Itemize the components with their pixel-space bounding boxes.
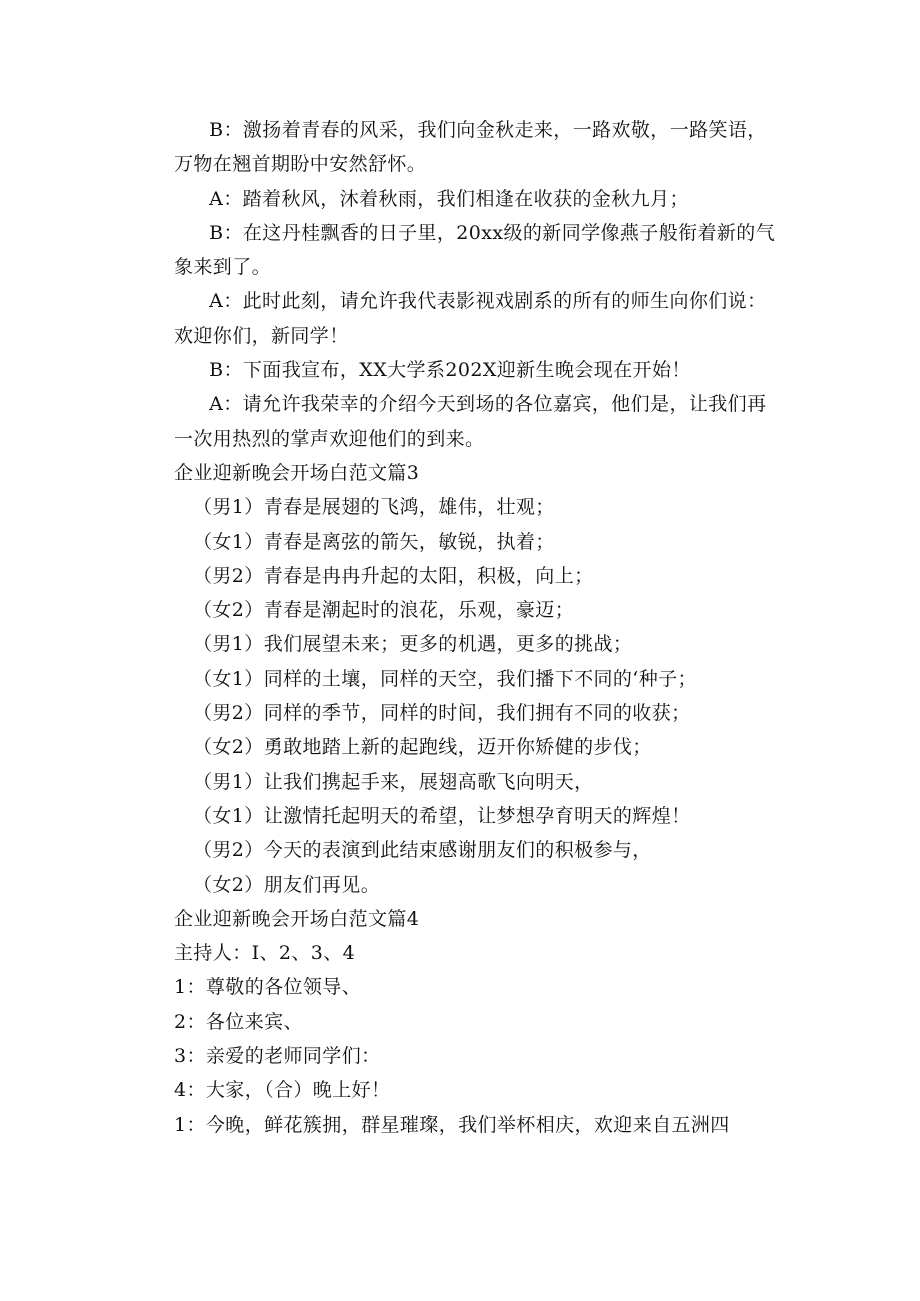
section3-line-2: （女1）青春是离弦的箭矢，敏锐，执着； xyxy=(193,530,555,553)
intro-paragraph-5: B：下面我宣布，XX大学系202X迎新生晚会现在开始！ xyxy=(209,359,691,382)
section3-line-11: （男2）今天的表演到此结束感谢朋友们的积极参与， xyxy=(193,839,652,862)
intro-paragraph-1: B：激扬着青春的风采，我们向金秋走来，一路欢敬，一路笑语，万物在翘首期盼中安然舒怀。 xyxy=(174,119,767,176)
section4-line-2: 1：尊敬的各位领导、 xyxy=(174,976,362,999)
section3-line-10: （女1）让激情托起明天的希望，让梦想孕育明天的辉煌！ xyxy=(193,804,691,827)
section3-line-5: （男1）我们展望未来；更多的机遇，更多的挑战； xyxy=(193,633,633,656)
section4-line-3: 2：各位来宾、 xyxy=(174,1010,303,1033)
intro-paragraph-6: A：请允许我荣幸的介绍今天到场的各位嘉宾，他们是，让我们再一次用热烈的掌声欢迎他们的到来。 xyxy=(174,393,767,450)
document-body xyxy=(174,113,782,1142)
section4-line-4: 3：亲爱的老师同学们： xyxy=(174,1045,381,1068)
section4-title: 企业迎新晚会开场白范文篇4 xyxy=(174,907,420,930)
section4-line-5: 4：大家，（合）晚上好！ xyxy=(174,1079,391,1102)
section3-line-6: （女1）同样的土壤，同样的天空，我们播下不同的‘种子； xyxy=(193,667,697,690)
section3-line-9: （男1）让我们携起手来，展翅高歌飞向明天， xyxy=(193,770,594,793)
section4-line-1: 主持人：I、2、3、4 xyxy=(174,942,356,965)
section3-line-7: （男2）同样的季节，同样的时间，我们拥有不同的收获； xyxy=(193,702,691,725)
section3-line-1: （男1）青春是展翅的飞鸿，雄伟，壮观； xyxy=(193,496,555,519)
section4-line-6: 1：今晚，鲜花簇拥，群星璀璨，我们举杯相庆，欢迎来自五洲四 xyxy=(174,1113,730,1136)
section3-line-12: （女2）朋友们再见。 xyxy=(193,873,381,896)
intro-paragraph-3: B：在这丹桂飘香的日子里，20xx级的新同学像燕子般衔着新的气象来到了。 xyxy=(174,221,776,279)
section3-title: 企业迎新晚会开场白范文篇3 xyxy=(174,461,420,484)
intro-paragraph-2: A：踏着秋风，沐着秋雨，我们相逢在收获的金秋九月； xyxy=(209,187,689,210)
section3-line-3: （男2）青春是冉冉升起的太阳，积极，向上； xyxy=(193,564,594,587)
intro-paragraph-4: A：此时此刻，请允许我代表影视戏剧系的所有的师生向你们说：欢迎你们，新同学！ xyxy=(174,290,767,347)
section3-line-4: （女2）青春是潮起时的浪花，乐观，豪迈； xyxy=(193,599,575,622)
section3-line-8: （女2）勇敢地踏上新的起跑线，迈开你矫健的步伐； xyxy=(193,736,652,759)
